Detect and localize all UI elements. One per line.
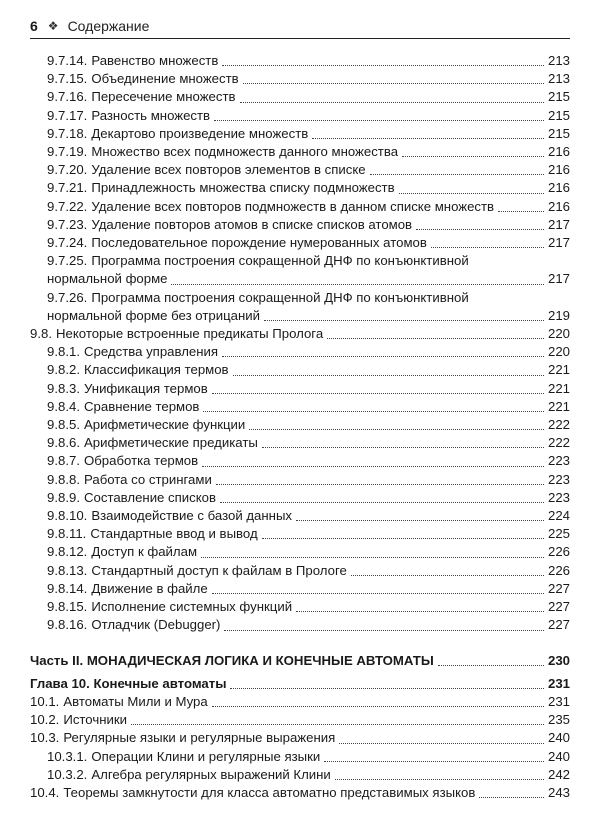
toc-entry-title: Множество всех подмножеств данного множества [91, 144, 399, 160]
running-header [30, 14, 570, 39]
toc-entry-page: 223 [547, 453, 570, 469]
toc-chapter-title: Глава 10. Конечные автоматы [30, 675, 227, 691]
toc-entry-number: 9.7.20. [47, 162, 88, 178]
toc-entry[interactable] [30, 361, 570, 379]
leader-dots [201, 557, 544, 558]
toc-entry[interactable] [30, 471, 570, 489]
toc-entry-page: 219 [547, 307, 570, 323]
toc-entry-page: 222 [547, 435, 570, 451]
leader-dots [240, 102, 544, 103]
toc-entry-title-line1: Программа построения сокращенной ДНФ по конъюнктивной [91, 289, 469, 305]
toc-entry-title: Арифметические предикаты [84, 435, 258, 451]
toc-entry-page: 215 [547, 107, 570, 123]
leader-dots [498, 211, 544, 212]
toc-entry[interactable] [30, 107, 570, 125]
toc-entry-page: 243 [547, 784, 570, 800]
leader-dots [212, 706, 544, 707]
leader-dots [402, 156, 544, 157]
toc-entry-page: 216 [547, 144, 570, 160]
leader-dots [324, 761, 544, 762]
leader-dots [203, 411, 544, 412]
toc-entry-page: 215 [547, 125, 570, 141]
toc-entry-title: Отладчик (Debugger) [91, 617, 221, 633]
leader-dots [216, 484, 544, 485]
toc-entry[interactable] [30, 434, 570, 452]
toc-entry-title: Принадлежность множества списку подмножеств [91, 180, 395, 196]
toc-entry[interactable] [30, 525, 570, 543]
toc-entry-title: Сравнение термов [84, 398, 200, 414]
toc-entry[interactable] [30, 416, 570, 434]
page-number: 6 [30, 18, 38, 34]
toc-entry[interactable] [30, 766, 570, 784]
toc-entry-number: 9.7.26. [47, 289, 88, 305]
toc-entry-number: 10.3.2. [47, 766, 88, 782]
ornament-icon: ❖ [47, 19, 59, 33]
toc-chapter[interactable] [30, 675, 570, 693]
toc-entry-page: 226 [547, 544, 570, 560]
toc-entry-number: 9.8.14. [47, 580, 88, 596]
toc-entry-page: 221 [547, 380, 570, 396]
leader-dots [243, 83, 544, 84]
leader-dots [312, 138, 544, 139]
toc-entry[interactable] [30, 88, 570, 106]
leader-dots [249, 429, 544, 430]
toc-entry[interactable] [30, 52, 570, 70]
toc-entry-page: 217 [547, 216, 570, 232]
leader-dots [296, 611, 544, 612]
leader-dots [222, 356, 544, 357]
toc-entry-number: 10.3.1. [47, 748, 88, 764]
toc-entry-number: 9.8.4. [47, 398, 80, 414]
header-title: Содержание [67, 18, 150, 34]
toc-entry[interactable] [30, 398, 570, 416]
toc-entry-page: 217 [547, 271, 570, 287]
toc-entry-title-line2: нормальной форме без отрицаний [47, 307, 260, 323]
toc-entry-title: Алгебра регулярных выражений Клини [91, 766, 331, 782]
toc-entry-page: 230 [547, 652, 570, 668]
leader-dots [479, 797, 544, 798]
toc-entry-number: 9.7.25. [47, 253, 88, 269]
toc-entry[interactable] [30, 70, 570, 88]
leader-dots [416, 229, 544, 230]
toc-part[interactable] [30, 652, 570, 670]
toc-entry[interactable] [30, 562, 570, 580]
toc-entry-page: 216 [547, 198, 570, 214]
leader-dots [438, 665, 544, 666]
toc-entry-number: 9.8.8. [47, 471, 80, 487]
toc-entry-page: 242 [547, 766, 570, 782]
toc-entry-title: Пересечение множеств [91, 89, 236, 105]
toc-entry[interactable] [30, 143, 570, 161]
toc-entry[interactable] [30, 125, 570, 143]
toc-entry-number: 9.7.24. [47, 235, 88, 251]
toc-section[interactable] [30, 325, 570, 343]
toc-entry-page: 223 [547, 471, 570, 487]
toc-entry[interactable] [30, 489, 570, 507]
toc-entry[interactable] [30, 748, 570, 766]
toc-entry-page: 227 [547, 580, 570, 596]
toc-entry-title-line1: Программа построения сокращенной ДНФ по конъюнктивной [91, 253, 469, 269]
leader-dots [327, 338, 544, 339]
toc-entry-number: 9.8.3. [47, 380, 80, 396]
leader-dots [214, 120, 544, 121]
toc-entry-title: Удаление повторов атомов в списке списков атомов [91, 216, 413, 232]
leader-dots [339, 743, 544, 744]
leader-dots [131, 724, 544, 725]
toc-entry-page: 221 [547, 362, 570, 378]
toc-entry-title: Арифметические функции [84, 417, 246, 433]
toc-entry[interactable] [30, 616, 570, 634]
toc-entry-number: 9.8.12. [47, 544, 88, 560]
toc-entry[interactable] [30, 380, 570, 398]
toc-part-title: Часть II. МОНАДИЧЕСКАЯ ЛОГИКА И КОНЕЧНЫЕ АВТОМАТЫ [30, 652, 434, 668]
leader-dots [431, 247, 544, 248]
toc-entry-title: Операции Клини и регулярные языки [91, 748, 321, 764]
toc-entry[interactable] [30, 598, 570, 616]
toc-section[interactable] [30, 729, 570, 747]
spacer [30, 635, 570, 652]
toc-entry-title: Декартово произведение множеств [91, 125, 309, 141]
toc-entry[interactable] [30, 179, 570, 197]
toc-entry-number: 9.7.19. [47, 144, 88, 160]
toc-entry-page: 226 [547, 562, 570, 578]
toc-entry-number: 9.8. [30, 326, 52, 342]
leader-dots [212, 393, 544, 394]
toc-entry-number: 9.7.14. [47, 53, 88, 68]
leader-dots [171, 284, 544, 285]
toc-entry-title: Последовательное порождение нумерованных атомов [91, 235, 427, 251]
leader-dots [262, 538, 544, 539]
toc-entry-title: Работа со стрингами [84, 471, 212, 487]
toc-entry-page: 224 [547, 508, 570, 524]
toc-entry-title: Источники [63, 712, 128, 728]
leader-dots [370, 174, 544, 175]
toc-entry-title: Стандартные ввод и вывод [90, 526, 258, 542]
toc-entry-number: 10.4. [30, 784, 60, 800]
toc-entry-title: Удаление всех повторов элементов в списке [91, 162, 366, 178]
toc-entry-wrapped[interactable] [30, 252, 570, 288]
toc-entry-page: 216 [547, 162, 570, 178]
toc-entry-title: Доступ к файлам [91, 544, 198, 560]
toc-entry-title: Стандартный доступ к файлам в Прологе [91, 562, 347, 578]
toc-entry-title: Регулярные языки и регулярные выражения [63, 730, 336, 746]
toc-entry-title: Автоматы Мили и Мура [63, 693, 208, 709]
toc-entry-title: Движение в файле [91, 580, 208, 596]
toc-entry-page: 225 [547, 526, 570, 542]
toc-entry-title: Удаление всех повторов подмножеств в данном списке множеств [91, 198, 495, 214]
toc-entry-number: 9.7.18. [47, 125, 88, 141]
toc-entry-number: 9.8.2. [47, 362, 80, 378]
table-of-contents [30, 52, 570, 802]
toc-entry-number: 9.8.15. [47, 599, 88, 615]
toc-entry-title: Некоторые встроенные предикаты Пролога [56, 326, 324, 342]
leader-dots [220, 502, 544, 503]
toc-entry-page: 235 [547, 712, 570, 728]
toc-section[interactable] [30, 693, 570, 711]
toc-entry-title: Исполнение системных функций [91, 599, 293, 615]
toc-entry[interactable] [30, 198, 570, 216]
toc-entry-page: 227 [547, 617, 570, 633]
leader-dots [335, 779, 544, 780]
toc-entry-number: 9.8.13. [47, 562, 88, 578]
toc-entry-number: 9.8.11. [47, 526, 87, 542]
leader-dots [399, 193, 544, 194]
toc-entry-page: 223 [547, 489, 570, 505]
toc-entry-number: 9.7.22. [47, 198, 88, 214]
toc-entry-number: 10.1. [30, 693, 60, 709]
toc-entry[interactable] [30, 216, 570, 234]
toc-entry-number: 9.8.6. [47, 435, 80, 451]
toc-entry-title: Объединение множеств [91, 71, 239, 87]
toc-entry-title: Разность множеств [91, 107, 211, 123]
toc-entry-number: 10.2. [30, 712, 60, 728]
toc-entry-number: 9.7.15. [47, 71, 88, 87]
toc-entry-wrapped[interactable] [30, 289, 570, 325]
toc-entry[interactable] [30, 161, 570, 179]
toc-entry-page: 220 [547, 344, 570, 360]
toc-entry-number: 9.8.7. [47, 453, 80, 469]
toc-entry-page: 215 [547, 89, 570, 105]
toc-entry[interactable] [30, 507, 570, 525]
toc-entry-page: 221 [547, 398, 570, 414]
toc-entry-title: Теоремы замкнутости для класса автоматно представимых языков [63, 784, 476, 800]
toc-entry-title: Взаимодействие с базой данных [91, 508, 293, 524]
toc-entry-title-line2: нормальной форме [47, 271, 168, 287]
leader-dots [212, 593, 544, 594]
toc-entry[interactable] [30, 234, 570, 252]
toc-entry[interactable] [30, 543, 570, 561]
toc-entry-title: Равенство множеств [91, 53, 219, 68]
toc-entry-number: 9.7.17. [47, 107, 88, 123]
toc-entry-number: 9.8.5. [47, 417, 80, 433]
leader-dots [296, 520, 544, 521]
toc-entry-title: Классификация термов [84, 362, 229, 378]
toc-entry-page: 213 [547, 53, 570, 68]
toc-entry-number: 9.7.16. [47, 89, 88, 105]
leader-dots [351, 575, 544, 576]
toc-section[interactable] [30, 711, 570, 729]
toc-entry-page: 231 [547, 693, 570, 709]
toc-entry-number: 9.8.10. [47, 508, 88, 524]
leader-dots [264, 320, 544, 321]
leader-dots [262, 447, 544, 448]
leader-dots [224, 630, 544, 631]
toc-entry-title: Средства управления [84, 344, 219, 360]
toc-entry-title: Унификация термов [84, 380, 208, 396]
toc-entry-number: 9.7.21. [47, 180, 88, 196]
toc-entry-page: 220 [547, 326, 570, 342]
toc-entry-page: 217 [547, 235, 570, 251]
toc-entry[interactable] [30, 343, 570, 361]
toc-entry-page: 216 [547, 180, 570, 196]
toc-entry-number: 9.7.23. [47, 216, 88, 232]
toc-entry-page: 240 [547, 748, 570, 764]
toc-entry-title: Обработка термов [84, 453, 199, 469]
toc-entry-page: 222 [547, 417, 570, 433]
toc-entry[interactable] [30, 452, 570, 470]
toc-entry-page: 213 [547, 71, 570, 87]
leader-dots [202, 466, 544, 467]
leader-dots [222, 65, 544, 66]
toc-entry-title: Составление списков [84, 489, 217, 505]
toc-entry-page: 240 [547, 730, 570, 746]
toc-entry-page: 231 [547, 675, 570, 691]
leader-dots [230, 688, 544, 689]
toc-entry-number: 9.8.9. [47, 489, 80, 505]
toc-entry-number: 9.8.1. [47, 344, 80, 360]
toc-section[interactable] [30, 784, 570, 802]
leader-dots [233, 375, 544, 376]
toc-entry[interactable] [30, 580, 570, 598]
toc-entry-number: 10.3. [30, 730, 60, 746]
toc-entry-number: 9.8.16. [47, 617, 88, 633]
toc-entry-page: 227 [547, 599, 570, 615]
